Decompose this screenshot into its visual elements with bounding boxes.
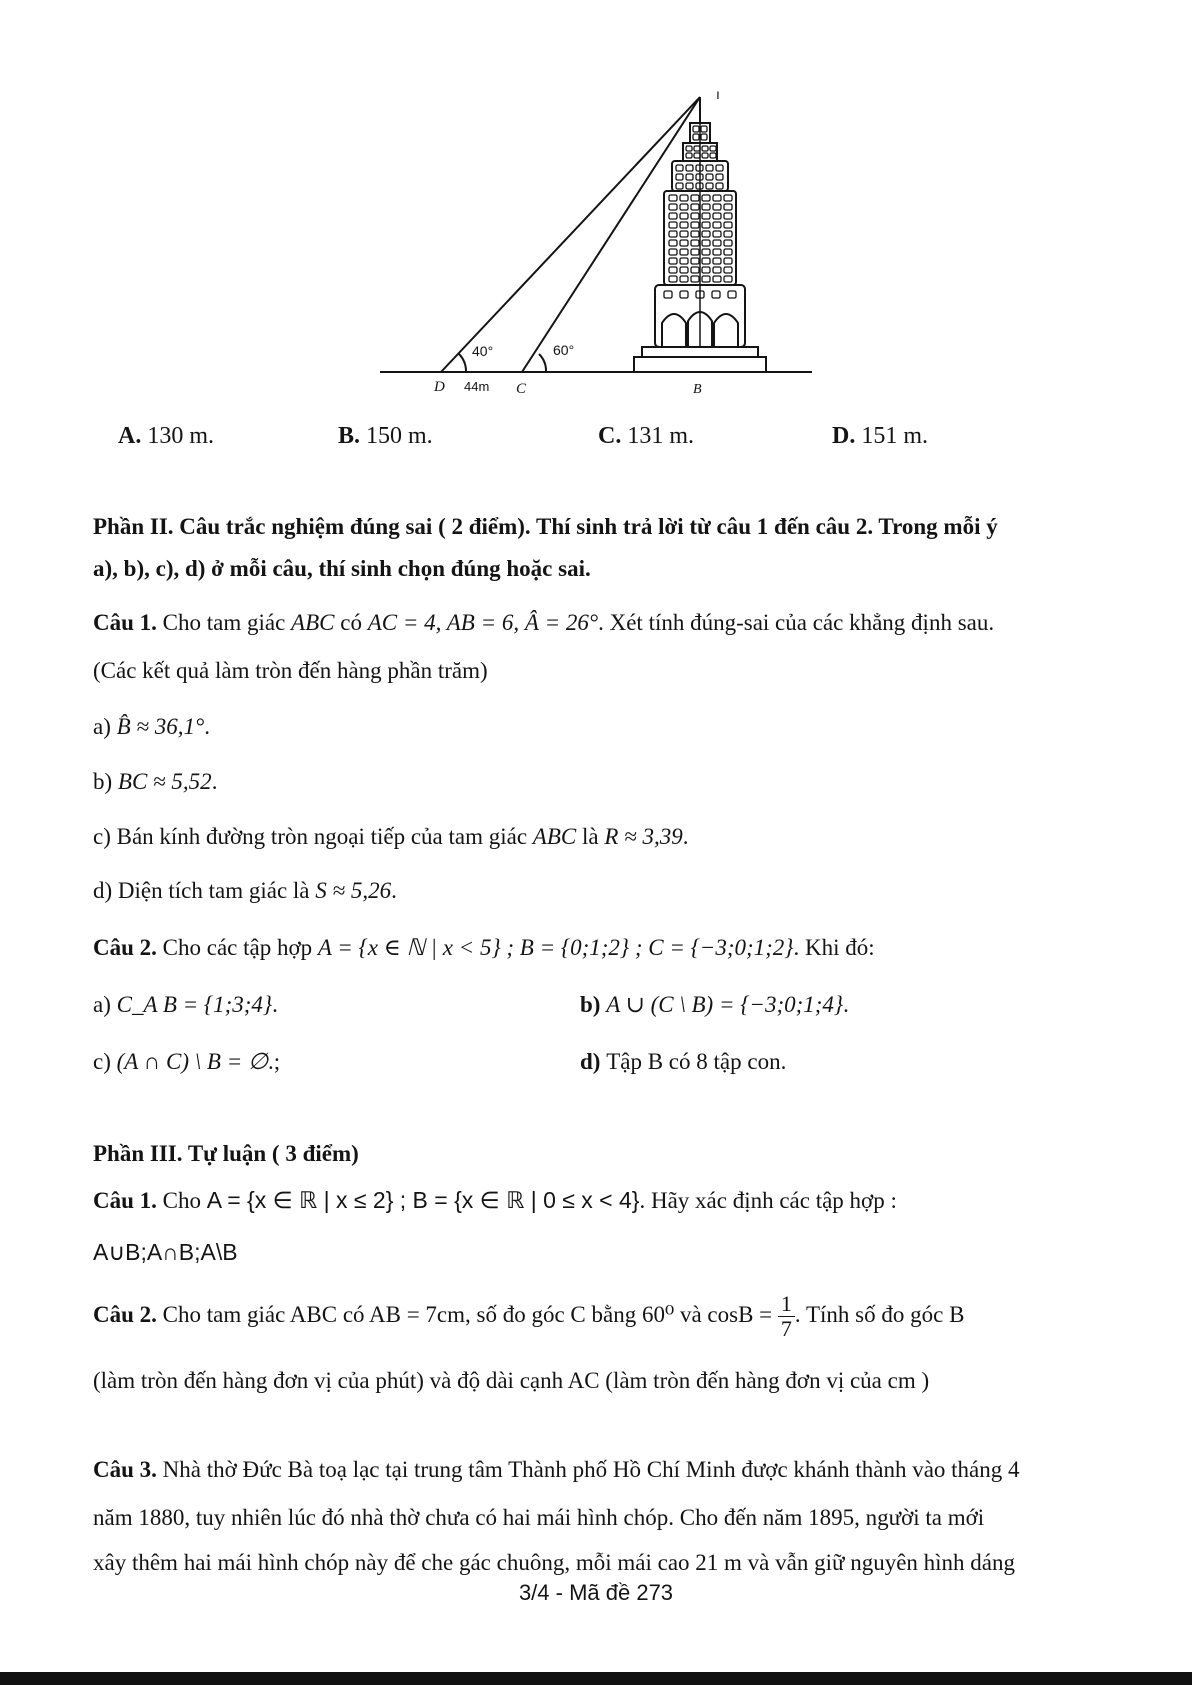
top-tier-window xyxy=(686,146,692,151)
part2-q2-b-math: A ∪ (C \ B) = {−3;0;1;4} xyxy=(606,992,844,1017)
part2-heading-line2: a), b), c), d) ở mỗi câu, thí sinh chọn đúng hoặc sai. xyxy=(93,556,591,581)
part2-q1-a xyxy=(93,712,210,742)
tower-window xyxy=(669,204,677,210)
upper-tier-window xyxy=(686,165,693,171)
tower-window xyxy=(691,267,699,273)
part2-q1-text-b: có xyxy=(334,610,368,635)
part3-heading: Phần III. Tự luận ( 3 điểm) xyxy=(93,1141,359,1166)
part3-q1-sets: A∪B;A∩B;A\B xyxy=(93,1239,238,1265)
part2-q1-c-math1: ABC xyxy=(532,824,577,849)
label-distance-dc: 44m xyxy=(464,379,490,394)
tower-window xyxy=(724,276,732,282)
top-tier-window xyxy=(702,153,708,158)
part3-q1-math: A = {x ∈ ℝ | x ≤ 2} ; B = {x ∈ ℝ | 0 ≤ x < 4} xyxy=(206,1187,640,1213)
part2-q1-label: Câu 1. xyxy=(93,610,157,635)
tower-window xyxy=(680,204,688,210)
crown-window xyxy=(701,134,707,140)
base-window xyxy=(712,291,720,298)
tower-window xyxy=(680,249,688,255)
tower-window xyxy=(713,222,721,228)
part2-q2-b-label: b) xyxy=(580,992,607,1017)
tower-window xyxy=(713,258,721,264)
top-tier-window xyxy=(710,146,716,151)
tower-window xyxy=(713,195,721,201)
part2-q1-c-math2: R ≈ 3,39 xyxy=(604,824,683,849)
tower-window xyxy=(713,213,721,219)
upper-tier-window xyxy=(706,174,713,180)
base-window xyxy=(728,291,736,298)
tower-window xyxy=(702,195,710,201)
part2-q2-text-a: Cho các tập hợp xyxy=(156,935,318,960)
option-a-text: 130 m. xyxy=(147,423,215,449)
label-angle-c: 60° xyxy=(553,342,575,358)
option-d-text: 151 m. xyxy=(861,423,929,449)
part2-heading-line1: Phần II. Câu trắc nghiệm đúng sai ( 2 điểm). Thí sinh trả lời từ câu 1 đến câu 2. Trong mỗi ý xyxy=(93,514,998,539)
top-tier-window xyxy=(686,153,692,158)
tower-window xyxy=(691,213,699,219)
tower-window xyxy=(669,231,677,237)
tower-window xyxy=(680,195,688,201)
part2-q1-d-text: d) Diện tích tam giác là xyxy=(93,878,316,903)
part3-q2-text-a: Cho tam giác ABC có AB = 7cm, số đo góc C bằng xyxy=(156,1302,642,1327)
upper-tier-window xyxy=(686,174,693,180)
option-b xyxy=(338,423,433,450)
tower-window xyxy=(713,249,721,255)
tower-window xyxy=(680,267,688,273)
upper-tier-window xyxy=(676,174,683,180)
tower-window xyxy=(680,231,688,237)
tower-window xyxy=(691,204,699,210)
tower-window xyxy=(702,222,710,228)
label-point-c: C xyxy=(516,381,527,397)
tower-window xyxy=(713,231,721,237)
part2-q2-math: A = {x ∈ ℕ | x < 5} ; B = {0;1;2} ; C = {−3;0;1;2} xyxy=(317,935,794,960)
tower-window xyxy=(713,276,721,282)
part3-q3-label: Câu 3. xyxy=(93,1457,157,1482)
tower-window xyxy=(724,222,732,228)
part2-q2-a-math: C_A B = {1;3;4} xyxy=(116,992,273,1017)
part2-q1-b-end: . xyxy=(211,769,218,794)
top-tier-window xyxy=(694,153,700,158)
sight-line-c xyxy=(522,97,700,372)
base-arch-left xyxy=(662,314,686,347)
tower-window xyxy=(702,213,710,219)
upper-tier-window xyxy=(676,165,683,171)
part2-q2-text-b: . Khi đó: xyxy=(793,935,875,960)
part2-q1-d xyxy=(93,876,397,906)
tower-window xyxy=(724,231,732,237)
option-d-letter: D. xyxy=(832,423,856,449)
part2-q1-text-a: Cho tam giác xyxy=(156,610,292,635)
part3-q3-line3: xây thêm hai mái hình chóp này để che gác chuông, mỗi mái cao 21 m và vẫn giữ nguyên hình dáng xyxy=(93,1550,1015,1575)
tower-window xyxy=(669,276,677,282)
part3-q2-label: Câu 2. xyxy=(93,1302,157,1327)
part3-q2-text-b: và cosB = xyxy=(674,1302,778,1327)
tower-window xyxy=(724,213,732,219)
tower-window xyxy=(724,258,732,264)
option-c-text: 131 m. xyxy=(627,423,695,449)
part3-q2-text-c: . Tính số đo góc B xyxy=(794,1302,965,1327)
base-arch-right xyxy=(714,314,738,347)
part3-q2-line2: (làm tròn đến hàng đơn vị của phút) và độ dài cạnh AC (làm tròn đến hàng đơn vị của cm ) xyxy=(93,1368,930,1393)
upper-tier-window xyxy=(686,183,693,189)
angle-arc-c xyxy=(539,354,546,372)
part3-q2-stem xyxy=(93,1287,964,1343)
part2-q2-a-end: . xyxy=(272,992,278,1017)
label-point-b: B xyxy=(693,382,702,397)
part3-q1-label: Câu 1. xyxy=(93,1188,157,1213)
part2-q2-c-label: c) xyxy=(93,1049,117,1074)
option-b-letter: B. xyxy=(338,423,361,449)
part3-q3-line1 xyxy=(93,1455,1020,1485)
option-d xyxy=(832,423,928,450)
part3-q1-stem xyxy=(93,1185,897,1216)
tower-window xyxy=(669,222,677,228)
label-top-mark: ı xyxy=(716,86,720,102)
part2-q1-b-math: BC ≈ 5,52 xyxy=(117,769,212,794)
part2-q1-note: (Các kết quả làm tròn đến hàng phần trăm) xyxy=(93,658,488,683)
tower-window xyxy=(680,240,688,246)
tower-window xyxy=(691,249,699,255)
tower-window xyxy=(669,267,677,273)
tower-window xyxy=(691,222,699,228)
crown-window xyxy=(693,126,699,132)
option-c xyxy=(598,423,694,450)
tower-window xyxy=(702,276,710,282)
part2-q2-a xyxy=(93,990,278,1020)
tower-window xyxy=(669,195,677,201)
fraction-denominator: 7 xyxy=(780,1316,792,1342)
upper-tier-window xyxy=(706,165,713,171)
part2-q1-text-c: . Xét tính đúng-sai của các khẳng định sau. xyxy=(598,610,995,635)
part2-q2-d-label: d) xyxy=(580,1049,607,1074)
upper-tier-window xyxy=(716,174,723,180)
tower-window xyxy=(713,240,721,246)
part2-q2-stem xyxy=(93,933,875,963)
fraction-numerator: 1 xyxy=(778,1292,795,1317)
part2-q1-stem xyxy=(93,608,994,638)
part2-q1-math-b: AC = 4, AB = 6, Â = 26° xyxy=(367,610,599,635)
part2-q2-b xyxy=(580,990,849,1020)
part2-q2-c-end: .; xyxy=(268,1049,281,1074)
part2-q2-d xyxy=(580,1047,786,1077)
tower-window xyxy=(669,213,677,219)
upper-tier-window xyxy=(716,183,723,189)
tower-window xyxy=(680,213,688,219)
tower-window xyxy=(702,240,710,246)
part2-q1-c xyxy=(93,822,689,852)
crown-window xyxy=(693,134,699,140)
label-angle-d: 40° xyxy=(472,343,494,359)
upper-tier-window xyxy=(716,165,723,171)
part2-q1-c-end: . xyxy=(682,824,689,849)
tower-window xyxy=(702,258,710,264)
upper-tier-window xyxy=(676,183,683,189)
label-point-d: D xyxy=(434,379,445,395)
base-window xyxy=(680,291,688,298)
tower-window xyxy=(680,222,688,228)
tower-window xyxy=(691,240,699,246)
part2-q2-d-text: Tập B có 8 tập con. xyxy=(606,1049,787,1074)
tower-window xyxy=(724,249,732,255)
tower-window xyxy=(724,240,732,246)
tower-window xyxy=(669,258,677,264)
tower-window xyxy=(680,276,688,282)
part2-q1-c-mid: là xyxy=(576,824,605,849)
tower-window xyxy=(691,195,699,201)
part2-q2-a-label: a) xyxy=(93,992,117,1017)
angle-arc-d xyxy=(459,354,466,372)
tower-window xyxy=(669,249,677,255)
top-tier-window xyxy=(710,153,716,158)
part3-q2-fraction xyxy=(778,1292,795,1341)
tower-window xyxy=(691,258,699,264)
part2-q1-d-math: S ≈ 5,26 xyxy=(315,878,392,903)
part2-q1-c-text: c) Bán kính đường tròn ngoại tiếp của tam giác xyxy=(93,824,533,849)
tower-window xyxy=(702,204,710,210)
top-tier-window xyxy=(702,146,708,151)
tower-window xyxy=(724,204,732,210)
tower-window xyxy=(713,267,721,273)
tower-window xyxy=(724,267,732,273)
part3-q1-text-a: Cho xyxy=(156,1188,207,1213)
part2-q1-a-end: . xyxy=(204,714,210,739)
building-angle-figure xyxy=(380,85,830,405)
tower-window xyxy=(724,195,732,201)
crown-window xyxy=(701,126,707,132)
tower-window xyxy=(691,276,699,282)
part3-q1-text-b: . Hãy xác định các tập hợp : xyxy=(639,1188,897,1213)
tower-window xyxy=(702,231,710,237)
tower-window xyxy=(713,204,721,210)
part2-q1-math-a: ABC xyxy=(291,610,335,635)
part2-q1-d-end: . xyxy=(391,878,397,903)
part3-q3-line2: năm 1880, tuy nhiên lúc đó nhà thờ chưa có hai mái hình chóp. Cho đến năm 1895, người ta mới xyxy=(93,1505,985,1530)
part2-q2-label: Câu 2. xyxy=(93,935,157,960)
bottom-edge-band xyxy=(0,1672,1192,1685)
part2-q1-b xyxy=(93,767,217,797)
building-foundation xyxy=(634,357,766,372)
option-b-text: 150 m. xyxy=(366,423,433,449)
building-plinth xyxy=(642,347,758,357)
part2-q1-b-label: b) xyxy=(93,769,118,794)
part3-q3-line1-text: Nhà thờ Đức Bà toạ lạc tại trung tâm Thành phố Hồ Chí Minh được khánh thành vào tháng 4 xyxy=(156,1457,1020,1482)
part2-q2-c xyxy=(93,1047,280,1077)
tower-window xyxy=(691,231,699,237)
part2-q1-a-label: a) xyxy=(93,714,117,739)
tower-window xyxy=(680,258,688,264)
upper-tier-window xyxy=(706,183,713,189)
part3-q2-deg: 60⁰ xyxy=(641,1302,675,1327)
tower-window xyxy=(702,249,710,255)
option-a xyxy=(118,423,214,450)
part2-q2-c-math: (A ∩ C) \ B = ∅ xyxy=(116,1049,269,1074)
page-footer: 3/4 - Mã đề 273 xyxy=(518,1580,674,1605)
tower-window xyxy=(669,240,677,246)
option-c-letter: C. xyxy=(598,423,622,449)
option-a-letter: A. xyxy=(118,423,142,449)
top-tier-window xyxy=(694,146,700,151)
base-window xyxy=(664,291,672,298)
part2-q1-a-math: B̂ ≈ 36,1° xyxy=(116,714,205,739)
tower-window xyxy=(702,267,710,273)
part2-q2-b-end: . xyxy=(843,992,849,1017)
